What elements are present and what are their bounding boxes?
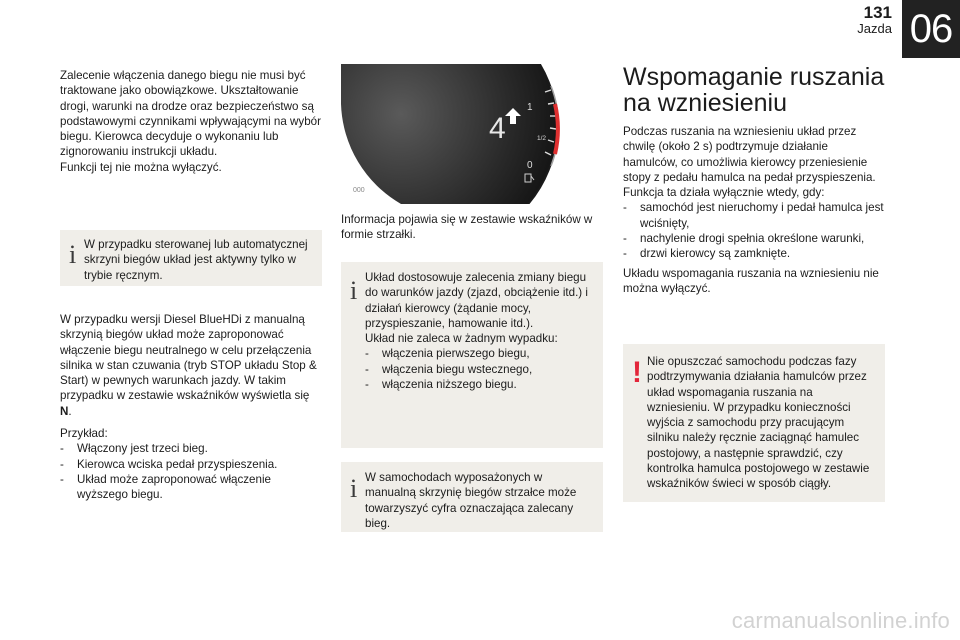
- box2-text: W samochodach wyposażonych w manualną skrzynię biegów strzałce może towarzyszyć cyfra oznaczająca zalecany bieg.: [365, 471, 577, 530]
- hill-start-conditions-title: Funkcja ta działa wyłącznie wtedy, gdy:: [623, 186, 825, 200]
- diesel-paragraph: W przypadku wersji Diesel BlueHDi z manualną skrzynią biegów układ może zaproponować włączenie biegu neutralnego w celu przełączenia silnika w stan czuwania (tryb STOP układu Stop & Start) w pewnych warunkach jazdy. W takim przypadku w zestawie wskaźników wyświetla się N.: [60, 313, 317, 418]
- col3-hill-start: [623, 64, 885, 116]
- gauge-svg: [341, 64, 603, 204]
- page-number: 131: [863, 3, 892, 22]
- col1-diesel: [60, 312, 322, 419]
- box1-text: Układ dostosowuje zalecenia zmiany biegu do warunków jazdy (zjazd, obciążenie itd.) i działań kierowcy (żądanie mocy, przyspieszanie, hamowanie itd.).: [365, 271, 588, 330]
- intro-paragraph-2: Funkcji tej nie można wyłączyć.: [60, 160, 222, 174]
- scale-bottom-label: 0: [527, 160, 533, 171]
- col1-example: [60, 426, 322, 502]
- watermark: carmanualsonline.info: [731, 608, 950, 633]
- list-item: - włączenia pierwszego biegu,: [365, 346, 595, 361]
- info-icon: i: [69, 240, 77, 269]
- hill-start-paragraph: Podczas ruszania na wzniesieniu układ przez chwilę (około 2 s) podtrzymuje działanie hamulców, co umożliwia kierowcy przeniesienie stopy z pedału hamulca na pedał przyspieszenia.: [623, 125, 876, 184]
- odometer-label: 000: [353, 187, 365, 194]
- conditions-list: [623, 200, 885, 261]
- col3-note: [623, 266, 885, 297]
- cannot-disable-note: Układu wspomagania ruszania na wzniesieniu nie można wyłączyć.: [623, 267, 879, 296]
- intro-paragraph: Zalecenie włączenia danego biegu nie musi być traktowane jako obowiązkowe. Ukształtowanie drogi, warunki na drodze oraz bezpieczeństwo są podstawowymi czynnikami wpływającymi na wybór biegu. Kierowca decyduje o wykonaniu lub zignorowaniu instrukcji układu.: [60, 69, 321, 159]
- section-heading: Wspomaganie ruszania na wzniesieniu: [623, 63, 885, 117]
- example-list: [60, 441, 322, 502]
- warning-icon: !: [632, 356, 642, 389]
- col1-intro: [60, 68, 322, 175]
- list-item: - nachylenie drogi spełnia określone warunki,: [623, 231, 885, 246]
- info-box-conditions: [341, 262, 603, 448]
- recommended-gear: 4: [489, 112, 506, 145]
- list-item: - Kierowca wciska pedał przyspieszenia.: [60, 457, 322, 472]
- warning-box: [623, 344, 885, 502]
- instrument-cluster-illustration: [341, 64, 603, 204]
- section-title: Jazda: [857, 21, 892, 36]
- list-item: - włączenia biegu wstecznego,: [365, 362, 595, 377]
- list-item: - drzwi kierowcy są zamknięte.: [623, 246, 885, 261]
- info-box-manual: [341, 462, 603, 532]
- warning-text: Nie opuszczać samochodu podczas fazy podtrzymywania działania hamulców przez układ wspomagania ruszania na wzniesieniu. W przypadku konieczności wyjścia z samochodu przy pracującym silniku należy ręcznie zaciągnąć hamulec postojowy, a następnie sprawdzić, czy kontrolka hamulca postojowego w zestawie wskaźników świeci w sposób ciągły.: [647, 355, 870, 491]
- col3-body: [623, 124, 885, 262]
- gauge-caption: Informacja pojawia się w zestawie wskaźników w formie strzałki.: [341, 213, 593, 242]
- list-item: - Włączony jest trzeci bieg.: [60, 441, 322, 456]
- info-box-automatic: [60, 230, 322, 286]
- info-icon: i: [350, 474, 358, 503]
- list-item: - włączenia niższego biegu.: [365, 377, 595, 392]
- neutral-gear-letter: N: [60, 404, 69, 418]
- box1-text-2: Układ nie zaleca w żadnym wypadku:: [365, 332, 558, 346]
- box1-list: [365, 346, 595, 392]
- scale-top-label: 1: [527, 102, 533, 113]
- page-header: [857, 4, 892, 36]
- diesel-text: W przypadku wersji Diesel BlueHDi z manualną skrzynią biegów układ może zaproponować włączenie biegu neutralnego w celu przełączenia silnika w stan czuwania (tryb STOP układu Stop & Start) w pewnych warunkach jazdy. W takim przypadku w zestawie wskaźników wyświetla się: [60, 313, 317, 403]
- example-title: Przykład:: [60, 427, 108, 440]
- list-item: - Układ może zaproponować włączenie wyższego biegu.: [60, 472, 322, 503]
- scale-mid-label: 1/2: [537, 135, 547, 142]
- list-item: - samochód jest nieruchomy i pedał hamulca jest wciśnięty,: [623, 200, 885, 231]
- chapter-tab: 06: [902, 0, 960, 58]
- gauge-caption-block: [341, 212, 603, 243]
- info-box-text: W przypadku sterowanej lub automatycznej skrzyni biegów układ jest aktywny tylko w trybie ręcznym.: [84, 238, 308, 282]
- info-icon: i: [350, 276, 358, 305]
